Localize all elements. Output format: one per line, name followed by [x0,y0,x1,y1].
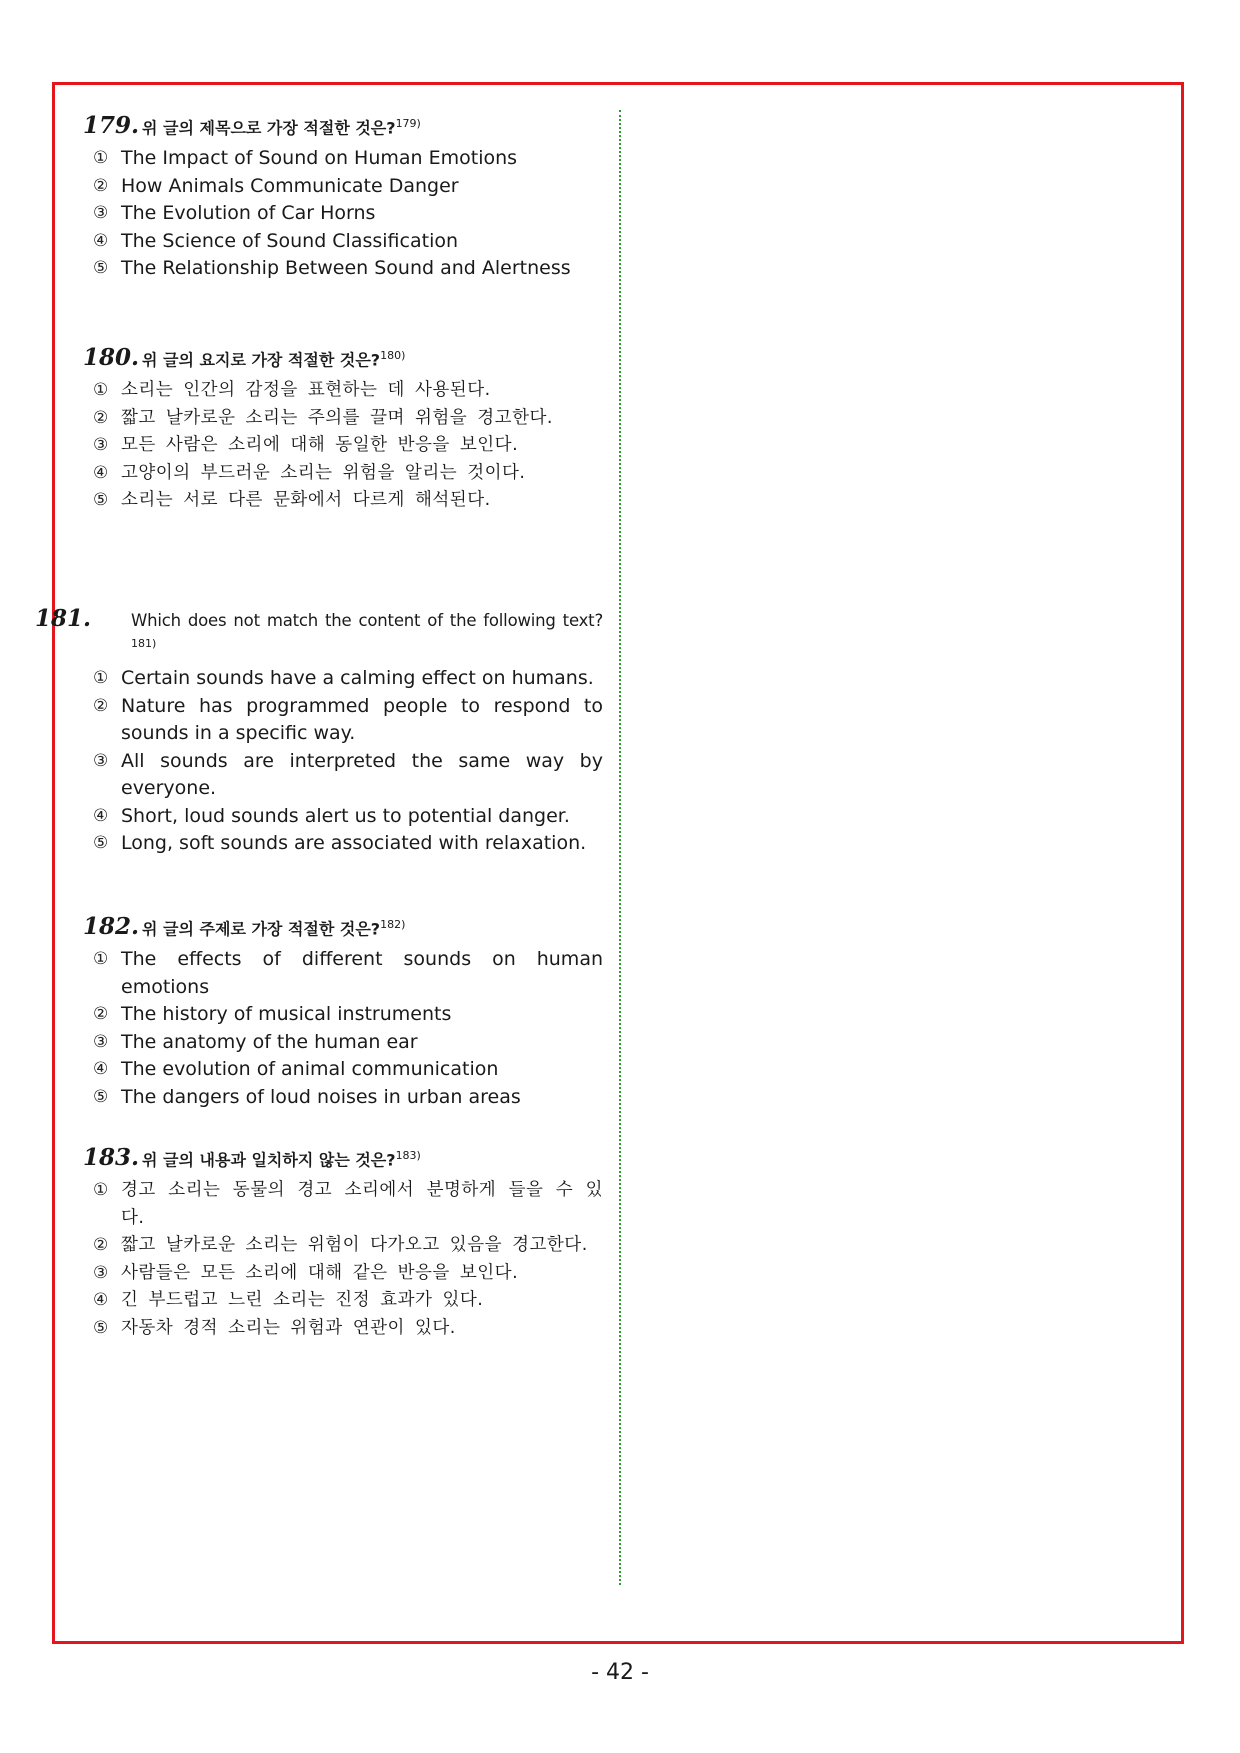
option-marker: ③ [93,203,109,224]
option-text: 사람들은 모든 소리에 대해 같은 반응을 보인다. [121,1262,519,1283]
question-181 [35,605,603,858]
option-list [83,665,603,858]
option-text: The evolution of animal communication [121,1058,499,1081]
option-2 [83,693,603,748]
option-1 [83,946,603,1001]
option-text: The effects of different sounds on human emotions [121,948,603,998]
option-2 [83,1232,603,1260]
option-marker: ④ [93,230,109,251]
option-2 [83,1001,603,1029]
footnote-ref: 183) [395,1149,421,1162]
option-text: 짧고 날카로운 소리는 주의를 끌며 위험을 경고한다. [121,407,553,428]
option-marker: ② [93,1004,109,1025]
page-frame [35,82,1184,1644]
question-180 [83,344,603,515]
option-4 [83,1056,603,1084]
option-list [83,145,603,283]
question-prompt: 위 글의 제목으로 가장 적절한 것은? [142,118,396,138]
option-marker: ④ [93,1290,109,1311]
option-text: 모든 사람은 소리에 대해 동일한 반응을 보인다. [121,435,519,456]
option-text: 긴 부드럽고 느린 소리는 진정 효과가 있다. [121,1290,484,1311]
question-header [83,1144,603,1171]
footnote-ref: 180) [380,349,406,362]
option-marker: ③ [93,750,109,771]
option-4 [83,803,603,831]
option-text: The Relationship Between Sound and Alertness [121,257,571,280]
option-marker: ⑤ [93,1086,109,1107]
option-marker: ① [93,148,109,169]
column-divider [619,110,621,1585]
option-text: The history of musical instruments [121,1003,452,1026]
option-text: All sounds are interpreted the same way by everyone. [121,749,603,800]
option-3 [83,748,603,803]
option-text: 경고 소리는 동물의 경고 소리에서 분명하게 들을 수 있다. [121,1180,603,1228]
question-prompt: 위 글의 요지로 가장 적절한 것은? [142,350,381,370]
option-text: 소리는 서로 다른 문화에서 다르게 해석된다. [121,490,491,511]
option-5 [83,255,603,283]
option-text: The dangers of loud noises in urban areas [121,1085,521,1108]
option-5 [83,1084,603,1112]
option-text: Short, loud sounds alert us to potential danger. [121,804,570,827]
question-prompt: 위 글의 내용과 일치하지 않는 것은? [142,1150,396,1170]
option-text: 자동차 경적 소리는 위험과 연관이 있다. [121,1317,456,1338]
option-1 [83,145,603,173]
question-header [83,913,603,940]
option-text: Nature has programmed people to respond to sounds in a specific way. [121,694,603,745]
option-marker: ② [93,695,109,716]
option-text: 짧고 날카로운 소리는 위험이 다가오고 있음을 경고한다. [121,1235,588,1256]
option-text: Long, soft sounds are associated with relaxation. [121,832,587,855]
option-marker: ② [93,175,109,196]
question-179 [83,112,603,283]
option-3 [83,1029,603,1057]
option-5 [83,487,603,515]
footnote-ref: 182) [380,918,406,931]
question-number: 180. [83,344,140,372]
option-marker: ① [93,668,109,689]
option-marker: ③ [93,1262,109,1283]
option-3 [83,1260,603,1288]
option-marker: ⑤ [93,833,109,854]
option-1 [83,1177,603,1232]
footnote-ref: 179) [395,117,421,130]
option-list [83,946,603,1111]
option-2 [83,405,603,433]
option-marker: ⑤ [93,490,109,511]
question-number: 182. [83,913,140,941]
option-1 [83,377,603,405]
option-4 [83,460,603,488]
question-number: 183. [83,1144,140,1172]
question-header [83,112,603,139]
option-5 [83,1315,603,1343]
question-number: 181. [35,605,92,632]
question-182 [83,913,603,1111]
option-text: 소리는 인간의 감정을 표현하는 데 사용된다. [121,380,491,401]
option-text: 고양이의 부드러운 소리는 위험을 알리는 것이다. [121,462,526,483]
option-marker: ① [93,380,109,401]
option-marker: ① [93,949,109,970]
option-list [83,377,603,515]
option-2 [83,173,603,201]
option-marker: ③ [93,1031,109,1052]
option-marker: ② [93,407,109,428]
option-marker: ④ [93,805,109,826]
option-marker: ⑤ [93,258,109,279]
option-4 [83,228,603,256]
option-marker: ④ [93,462,109,483]
option-text: Certain sounds have a calming effect on humans. [121,667,594,690]
option-text: The Evolution of Car Horns [121,202,376,225]
question-number: 179. [83,112,140,140]
option-3 [83,432,603,460]
question-header [83,344,603,371]
option-text: The Impact of Sound on Human Emotions [121,147,518,170]
option-marker: ⑤ [93,1317,109,1338]
option-text: The Science of Sound Classification [121,229,459,252]
option-list [83,1177,603,1342]
question-183 [83,1144,603,1342]
page-number: - 42 - [591,1660,649,1685]
option-text: How Animals Communicate Danger [121,174,459,197]
question-header [35,605,603,659]
option-3 [83,200,603,228]
option-1 [83,665,603,693]
option-marker: ④ [93,1059,109,1080]
option-5 [83,830,603,858]
question-prompt: Which does not match the content of the following text? [131,611,603,630]
footnote-ref: 181) [131,637,157,650]
option-marker: ③ [93,435,109,456]
option-4 [83,1287,603,1315]
option-marker: ② [93,1235,109,1256]
option-marker: ① [93,1180,109,1201]
question-prompt: 위 글의 주제로 가장 적절한 것은? [142,919,381,939]
option-text: The anatomy of the human ear [121,1030,418,1053]
